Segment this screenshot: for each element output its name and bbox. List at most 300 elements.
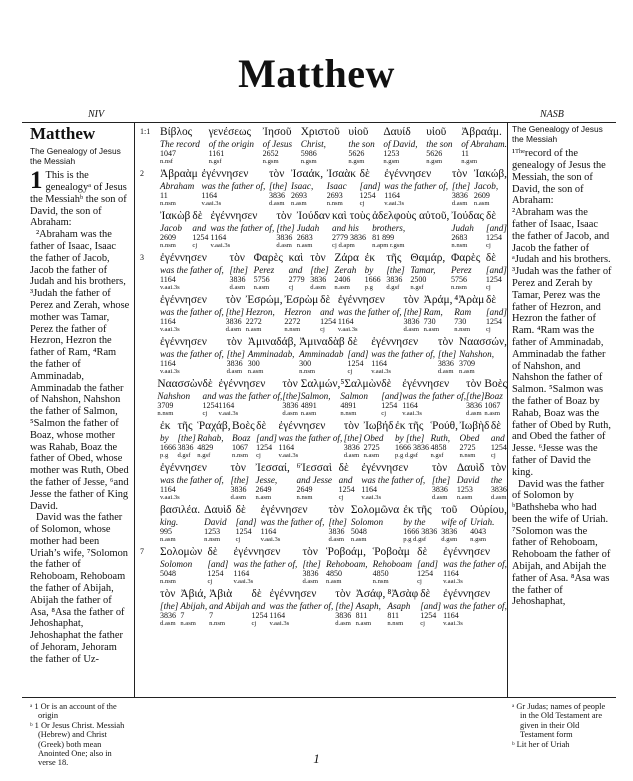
greek-word: Ἰωβήδ <box>363 420 394 432</box>
parsing-code: d.asm <box>282 410 298 417</box>
interlinear-word <box>486 293 507 334</box>
english-gloss: Judah <box>296 223 320 233</box>
interlinear-word <box>459 419 489 460</box>
interlinear-line <box>140 167 507 209</box>
parsing-code: d.asm <box>437 368 454 375</box>
interlinear-word <box>160 545 202 586</box>
interlinear-word <box>261 503 325 544</box>
parsing-code: n.asm <box>334 284 350 291</box>
nasb-paragraph: ²Abraham was the father of Isaac, Isaac the father of Jacob, and Jacob the father of ᵃJudah and his brothers. ³Judah was the father of Perez and Zerah by Tamar, Perez was the father of Hezron, and Hezron the father of Ram. ⁴Ram was the father of Amminadab, Amminadab the father of Nahshon, and Nahshon the father of Salmon. ⁵Salmon was the father of Boaz by Rahab, Boaz was the father of Obed by Ruth, and Obed the father of Jesse. ⁶Jesse was the father of David the king. <box>512 207 612 478</box>
greek-word: δὲ <box>417 546 428 558</box>
greek-word: καὶ τοὺς <box>332 210 370 222</box>
parsing-code: n.gsf <box>430 452 444 459</box>
english-gloss: Judah <box>451 223 474 233</box>
greek-word: τὸν <box>490 462 507 474</box>
english-gloss: Rahab, <box>197 433 224 443</box>
nasb-column-label: NASB <box>540 109 564 120</box>
interlinear-word <box>420 587 441 628</box>
english-gloss: Isaac, <box>291 181 314 191</box>
strong-number: 1164 <box>160 317 176 326</box>
interlinear-word <box>351 503 399 544</box>
parsing-code: cj <box>256 452 261 459</box>
interlinear-word <box>491 419 507 460</box>
interlinear-word <box>160 503 200 544</box>
greek-word: Ἰακὼβ <box>160 210 191 222</box>
parsing-code: v.aai.3s <box>233 578 254 585</box>
interlinear-word <box>252 587 268 628</box>
greek-word: ἐκ <box>364 252 376 264</box>
english-gloss: was the father of, <box>160 475 224 485</box>
parsing-code: n.gsm <box>348 158 365 165</box>
interlinear-word <box>466 377 484 418</box>
english-gloss: the <box>490 475 503 485</box>
parsing-code: n.asm <box>245 326 262 333</box>
english-gloss: and Abijah <box>209 601 250 611</box>
strong-number: 2500 <box>410 275 427 284</box>
greek-word: ἐγέννησεν <box>160 336 207 348</box>
greek-word: τὸν <box>302 546 318 558</box>
greek-word: Ἀσάφ, <box>355 588 386 600</box>
greek-word: δὲ <box>251 588 262 600</box>
interlinear-word <box>299 335 345 376</box>
strong-number: 1254 <box>235 527 252 536</box>
english-gloss: [and] <box>359 181 381 191</box>
english-gloss: [and] <box>485 265 507 275</box>
interlinear-word <box>160 335 224 376</box>
interlinear-word <box>474 167 507 208</box>
parsing-code: n.asm <box>423 326 440 333</box>
interlinear-word <box>457 461 484 502</box>
greek-word: δὲ <box>486 210 497 222</box>
greek-word: Ῥαχάβ, <box>197 420 231 432</box>
english-gloss: [the] <box>177 433 196 443</box>
greek-word: τὸν <box>437 336 454 348</box>
niv-column-label: NIV <box>88 109 105 120</box>
strong-number: 3836 <box>268 191 285 200</box>
greek-word: Σολομὼν <box>160 546 203 558</box>
english-gloss: Ruth, <box>430 433 451 443</box>
parsing-code: v.aai.3s <box>201 200 222 207</box>
greek-word: Ῥοβοὰμ <box>372 546 410 558</box>
strong-number: 3709 <box>459 359 476 368</box>
english-gloss: brothers, <box>372 223 406 233</box>
greek-word: ἀδελφοὺς αὐτοῦ, <box>372 210 450 222</box>
greek-word: Ῥούθ, <box>430 420 458 432</box>
strong-number: 4850 <box>325 569 342 578</box>
english-gloss: [the] <box>276 223 295 233</box>
strong-number: 1164 <box>210 233 227 242</box>
verse-number: 2 <box>140 169 144 178</box>
parsing-code: d.asm <box>160 620 176 627</box>
greek-word: ἐγέννησεν <box>160 252 207 264</box>
english-gloss: Perez <box>253 265 275 275</box>
greek-word: καὶ <box>288 252 304 264</box>
interlinear-word <box>297 209 330 250</box>
interlinear-word <box>452 167 470 208</box>
english-gloss: [the] <box>282 391 301 401</box>
strong-number: 2725 <box>363 443 380 452</box>
interlinear-word <box>426 125 452 166</box>
strong-number: 2779 <box>288 275 305 284</box>
parsing-code: cj <box>359 200 365 207</box>
interlinear-word <box>226 293 244 334</box>
strong-number: 1254 <box>251 611 268 620</box>
greek-word: ἐγέννησεν <box>278 420 326 432</box>
strong-number: 1254 <box>486 233 503 242</box>
parsing-code: n.nsm <box>454 326 471 333</box>
greek-word: ἐγέννησεν <box>337 294 385 306</box>
strong-number: 1164 <box>160 485 176 494</box>
interlinear-word <box>227 335 245 376</box>
parsing-code: n.asm <box>180 620 196 627</box>
english-gloss: was the father of, <box>233 559 298 569</box>
interlinear-word <box>484 377 507 418</box>
english-gloss: [the] <box>310 265 329 275</box>
greek-word: δὲ <box>338 462 349 474</box>
english-gloss: and <box>192 223 207 233</box>
interlinear-word <box>248 335 297 376</box>
left-column-divider <box>134 122 135 697</box>
interlinear-word <box>438 335 456 376</box>
strong-number: 2652 <box>262 149 279 158</box>
strong-number: 3836 <box>226 359 243 368</box>
interlinear-word <box>204 503 231 544</box>
interlinear-word <box>383 125 417 166</box>
parsing-code: d.asm <box>451 200 468 207</box>
greek-word: Ἐσρώμ, <box>245 294 283 306</box>
greek-word: Χριστοῦ <box>300 126 340 138</box>
english-gloss: David <box>204 517 227 527</box>
parsing-code: d.asm <box>276 242 292 249</box>
interlinear-word <box>301 377 341 418</box>
strong-number: 1666 <box>160 443 176 452</box>
parsing-code: n.gsm <box>426 158 443 165</box>
interlinear-word <box>441 503 466 544</box>
parsing-code: n.asm <box>456 494 473 501</box>
parsing-code: v.aai.3s <box>337 326 358 333</box>
greek-word: δὲ <box>485 252 497 264</box>
greek-word: Δαυὶδ <box>456 462 485 474</box>
parsing-code: n.gsf <box>197 452 211 459</box>
niv-first-paragraph <box>30 167 130 229</box>
greek-word: τὸν <box>403 294 419 306</box>
greek-word: τὸν <box>466 378 482 390</box>
strong-number: 4891 <box>300 401 317 410</box>
greek-word: ἐγέννησεν <box>201 168 249 180</box>
greek-word: Ζάρα <box>334 252 359 264</box>
english-gloss: Asaph <box>387 601 411 611</box>
english-gloss: Salmon, <box>300 391 331 401</box>
parsing-code: n.gsf <box>410 284 424 291</box>
interlinear-word <box>443 545 507 586</box>
interlinear-word <box>160 419 176 460</box>
interlinear-word <box>254 251 283 292</box>
interlinear-word <box>402 377 466 418</box>
interlinear-word <box>451 209 484 250</box>
parsing-code: n.asm <box>473 200 490 207</box>
english-gloss: Jacob, <box>473 181 499 191</box>
interlinear-word <box>335 587 353 628</box>
strong-number: 1254 <box>381 401 398 410</box>
parsing-code: p.g d.gsf <box>395 452 418 459</box>
strong-number: 2725 <box>459 443 476 452</box>
greek-word: δὲ <box>202 378 213 390</box>
strong-number: 1666 <box>364 275 381 284</box>
greek-word: Βοὲς <box>484 378 507 390</box>
interlinear-word <box>203 377 219 418</box>
parsing-code: n.nsm <box>284 326 301 333</box>
strong-number: 2683 <box>296 233 313 242</box>
strong-number: 3836 <box>310 275 327 284</box>
greek-word: ἐγέννησεν <box>233 546 281 558</box>
interlinear-word <box>177 419 195 460</box>
parsing-code: v.aai.3s <box>160 326 180 333</box>
strong-number: 1164 <box>384 191 400 200</box>
interlinear-word <box>289 251 305 292</box>
parsing-code: n.nsm <box>296 494 313 501</box>
strong-number: 2649 <box>296 485 313 494</box>
strong-number: 7 <box>209 611 214 620</box>
strong-number: 3836 <box>431 485 448 494</box>
interlinear-word <box>297 461 332 502</box>
parsing-code: v.aai.3s <box>269 620 290 627</box>
parsing-code: d.asm <box>229 284 246 291</box>
strong-number: 3836 <box>403 317 420 326</box>
interlinear-word <box>160 125 200 166</box>
english-gloss: Asaph, <box>355 601 381 611</box>
strong-number: 1164 <box>278 443 295 452</box>
english-gloss: [and] <box>235 517 257 527</box>
parsing-code: n.asm <box>363 452 380 459</box>
interlinear-word <box>160 167 198 208</box>
greek-word: τὸν <box>328 504 344 516</box>
greek-word: ἐγέννησεν <box>443 588 491 600</box>
english-gloss: The record <box>160 139 200 149</box>
nasb-footnote: ᵃ Gr Judas; names of people in the Old Testament are given in their Old Testament form <box>512 702 606 740</box>
niv-footnote: ᵃ 1 Or is an account of the origin <box>30 702 117 721</box>
parsing-code: n.nsm <box>157 410 174 417</box>
strong-number: 1164 <box>337 317 354 326</box>
english-gloss: [the] <box>451 181 471 191</box>
english-gloss: and <box>251 601 266 611</box>
parsing-code: d.asm <box>328 536 345 543</box>
greek-word: τὸν <box>226 336 243 348</box>
interlinear-word <box>348 125 374 166</box>
greek-word: τοῦ <box>441 504 458 516</box>
parsing-code: n.asm <box>253 284 270 291</box>
greek-word: ⁶Ἰεσσαὶ <box>296 462 332 474</box>
verse-number: 7 <box>140 547 144 556</box>
strong-number: 3836 <box>386 275 403 284</box>
english-gloss: Amminadab, <box>247 349 295 359</box>
interlinear-word <box>443 587 507 628</box>
strong-number: 3836 <box>177 443 194 452</box>
interlinear-word <box>371 335 435 376</box>
parsing-code: n.asm <box>350 536 367 543</box>
verse-number: 3 <box>140 253 144 262</box>
strong-number: 1253 <box>204 527 221 536</box>
parsing-code: p.g d.gsf <box>403 536 427 543</box>
greek-word: Ἰσαάκ, <box>291 168 324 180</box>
english-gloss: Tamar, <box>410 265 436 275</box>
interlinear-line <box>140 209 507 251</box>
strong-number: 7 <box>180 611 185 620</box>
greek-word: Ἰούδας <box>451 210 484 222</box>
strong-number: 2609 <box>473 191 490 200</box>
parsing-code: n.gsf <box>208 158 222 165</box>
parsing-code: n.gsm <box>383 158 400 165</box>
strong-number: 1254 <box>320 317 337 326</box>
parsing-code: n.nsm <box>372 578 389 585</box>
english-gloss: [the] <box>230 475 249 485</box>
strong-number: 5048 <box>350 527 367 536</box>
interlinear-word <box>381 377 402 418</box>
interlinear-word <box>364 419 394 460</box>
interlinear-word <box>459 335 507 376</box>
english-gloss: Rehoboam <box>372 559 412 569</box>
greek-word: Ἀβιὰ <box>209 588 233 600</box>
interlinear-word <box>210 209 274 250</box>
english-gloss: Obed <box>363 433 384 443</box>
strong-number: 1254 <box>347 359 364 368</box>
english-gloss: [and] <box>486 223 507 233</box>
english-gloss: was the father of, <box>371 349 436 359</box>
interlinear-word <box>334 251 359 292</box>
greek-word: Οὐρίου, <box>470 504 507 516</box>
strong-number: 5756 <box>253 275 270 284</box>
parsing-code: n.asm <box>247 368 264 375</box>
greek-word: τὸν <box>282 378 298 390</box>
english-gloss: Solomon <box>160 559 193 569</box>
english-gloss: was the father of, <box>160 265 224 275</box>
interlinear-word <box>180 587 207 628</box>
greek-word: ἐγέννησεν <box>384 168 432 180</box>
english-gloss: [and] <box>381 391 403 401</box>
english-gloss: Jesse, <box>255 475 278 485</box>
english-gloss: David <box>456 475 480 485</box>
strong-number: 1254 <box>202 401 219 410</box>
interlinear-word <box>236 503 257 544</box>
greek-word: Σολομῶνα <box>350 504 400 516</box>
parsing-code: v.aai.3s <box>160 494 180 501</box>
interlinear-line <box>140 419 507 461</box>
strong-number: 3836 <box>302 569 319 578</box>
interlinear-word <box>461 125 507 166</box>
strong-number: 1067 <box>484 401 501 410</box>
english-gloss: [and] <box>207 559 229 569</box>
greek-word: δὲ <box>347 336 358 348</box>
greek-word: Ἀβραὰμ <box>160 168 198 180</box>
greek-word: Ῥοβοάμ, <box>325 546 366 558</box>
greek-word: Δαυίδ <box>383 126 411 138</box>
interlinear-word <box>491 461 507 502</box>
strong-number: 5626 <box>348 149 365 158</box>
parsing-code: d.asm <box>431 494 448 501</box>
interlinear-line <box>140 587 507 629</box>
english-gloss: was the father of, <box>269 601 334 611</box>
strong-number: 1253 <box>456 485 473 494</box>
interlinear-word <box>327 167 356 208</box>
greek-word: βασιλέα. <box>160 504 201 516</box>
parsing-code: n.nsm <box>160 578 176 585</box>
interlinear-word <box>332 209 370 250</box>
strong-number: 2609 <box>160 233 176 242</box>
greek-word: ἐγέννησεν <box>361 462 409 474</box>
interlinear-word <box>395 419 429 460</box>
niv-text-column <box>30 125 130 666</box>
interlinear-word <box>201 167 265 208</box>
english-gloss: [and] <box>347 349 369 359</box>
greek-word: τὸν <box>225 294 242 306</box>
interlinear-word <box>403 503 437 544</box>
greek-word: Ἰεσσαί, <box>255 462 290 474</box>
english-gloss: was the father of, <box>443 601 507 611</box>
greek-word: δὲ <box>485 294 497 306</box>
parsing-code: v.aai.3s <box>361 494 382 501</box>
interlinear-word <box>276 209 294 250</box>
interlinear-word <box>256 461 290 502</box>
english-gloss: and <box>202 391 217 401</box>
strong-number: 81 899 <box>372 233 395 242</box>
strong-number: 1253 <box>383 149 400 158</box>
strong-number: 3836 <box>451 191 468 200</box>
greek-word: τὸν <box>310 252 326 264</box>
interlinear-word <box>157 377 202 418</box>
strong-number: 3836 <box>229 275 246 284</box>
strong-number: 1254 <box>207 569 224 578</box>
parsing-code: d.asm <box>310 284 326 291</box>
english-gloss: Uriah. <box>470 517 495 527</box>
english-gloss: Obed <box>459 433 480 443</box>
english-gloss: Boaz <box>484 391 503 401</box>
english-gloss: Ram <box>454 307 472 317</box>
parsing-code: cj <box>288 284 294 291</box>
greek-word: τὸν <box>268 168 285 180</box>
english-gloss: [the] <box>268 181 288 191</box>
nasb-paragraph: ¹ᵀʰᵉrecord of the genealogy of Jesus the Messiah, the son of David, the son of Abraham: <box>512 148 606 207</box>
parsing-code: n.nsm <box>209 620 226 627</box>
interlinear-word <box>302 545 320 586</box>
parsing-code: cj <box>490 452 496 459</box>
greek-word: Ἰούδαν <box>296 210 330 222</box>
greek-word: Ἰησοῦ <box>262 126 292 138</box>
english-gloss: by [the] <box>395 433 425 443</box>
interlinear-word <box>160 461 224 502</box>
interlinear-word <box>410 251 445 292</box>
parsing-code: v.aai.3s <box>278 452 299 459</box>
parsing-code: d.asm <box>490 494 507 501</box>
parsing-code: cj <box>485 284 491 291</box>
english-gloss: of Abraham. <box>461 139 507 149</box>
nasb-footnotes <box>512 702 612 749</box>
strong-number: 3836 <box>328 527 345 536</box>
interlinear-word <box>386 251 404 292</box>
parsing-code: v.aai.3s <box>443 578 463 585</box>
greek-word: τὸν <box>335 588 351 600</box>
english-gloss: Boaz <box>232 433 251 443</box>
greek-word: τῆς <box>386 252 402 264</box>
strong-number: 3836 <box>282 401 299 410</box>
parsing-code: d.asm <box>268 200 285 207</box>
strong-number: 811 <box>387 611 400 620</box>
greek-word: Ἰωβὴδ <box>459 420 490 432</box>
greek-word: Ἐσρὼμ <box>284 294 319 306</box>
interlinear-word <box>256 419 277 460</box>
interlinear-word <box>301 125 340 166</box>
parsing-code: cj <box>235 536 241 543</box>
parsing-code: cj <box>338 494 344 501</box>
english-gloss: was the father of, <box>361 475 426 485</box>
